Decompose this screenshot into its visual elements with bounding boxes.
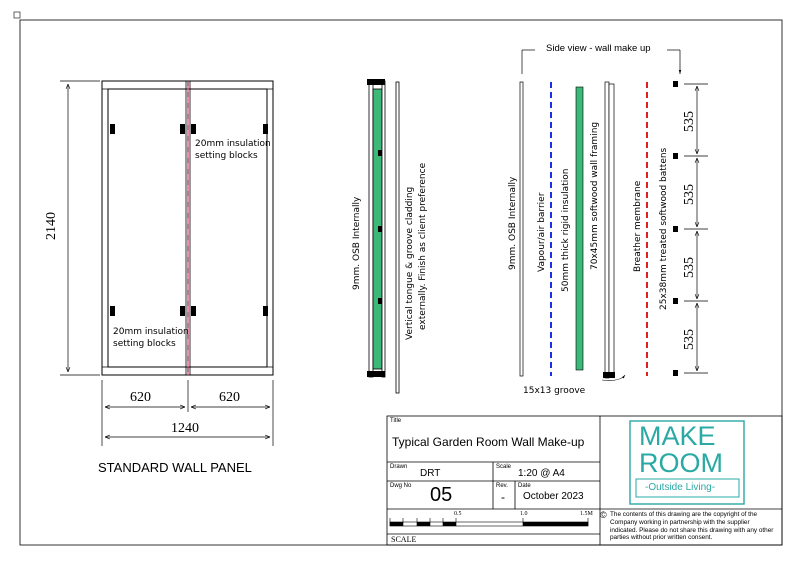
membrane-label: Breather membrane: [633, 180, 643, 272]
section-cladding-label-1: Vertical tongue & groove cladding: [405, 186, 415, 340]
battens-label: 25x38mm treated softwood battens: [659, 147, 669, 310]
framing-label: 70x45mm softwood wall framing: [590, 121, 600, 270]
copyright-symbol: ©: [600, 510, 607, 520]
drawing-title: Typical Garden Room Wall Make-up: [392, 435, 585, 449]
spacing-dim-3: 535: [682, 257, 697, 278]
panel-dimensions: [60, 81, 273, 446]
scale-value: 1:20 @ A4: [518, 468, 565, 479]
scale-caption: Scale: [496, 464, 512, 470]
date-caption: Date: [518, 483, 531, 489]
drawn-by: DRT: [420, 468, 441, 479]
note-top-line1: 20mm insulation: [195, 139, 271, 149]
scale-bar-label: SCALE: [391, 535, 417, 544]
scale-bar: [390, 518, 588, 526]
scale-tick-0-5: 0.5: [454, 511, 462, 517]
drawing-date: October 2023: [523, 491, 584, 502]
spacing-dim-1: 535: [682, 111, 697, 132]
drawn-caption: Drawn: [390, 464, 408, 470]
side-view: [520, 50, 708, 380]
side-view-header: Side view - wall make up: [546, 43, 651, 54]
vapour-barrier-label: Vapour/air barrier: [537, 192, 547, 272]
side-osb-label: 9mm. OSB Internally: [508, 176, 518, 270]
insulation-label: 50mm thick rigid insulation: [561, 168, 571, 292]
logo-tagline: -Outside Living-: [645, 482, 716, 493]
spacing-dim-4: 535: [682, 329, 697, 350]
panel-caption: STANDARD WALL PANEL: [98, 460, 252, 475]
panel-height-dim: 2140: [44, 212, 59, 240]
scale-tick-1-5: 1.5M: [580, 511, 593, 517]
title-caption: Title: [390, 418, 402, 424]
rev-caption: Rev.: [496, 483, 508, 489]
rigid-insulation: [576, 87, 583, 370]
drawing-number: 05: [430, 484, 453, 506]
copyright-notice: The contents of this drawing are the copyright of the Company working in partnership with the supplier indicated. Please do not share this drawing with any other parties without prior written consent.: [610, 511, 774, 542]
section-view: [367, 79, 399, 393]
spacing-dim-2: 535: [682, 184, 697, 205]
dwg-caption: Dwg No: [390, 483, 412, 489]
section-cladding-label-2: externally. Finish as client preference: [418, 162, 428, 330]
note-bottom-line1: 20mm insulation: [113, 327, 189, 337]
logo-make: MAKE: [639, 421, 716, 451]
panel-left-width-dim: 620: [130, 390, 151, 405]
section-osb-label: 9mm. OSB Internally: [352, 196, 362, 290]
scale-tick-1-0: 1.0: [520, 511, 528, 517]
groove-label: 15x13 groove: [523, 386, 586, 396]
note-bottom-line2: setting blocks: [113, 339, 176, 349]
logo-room: ROOM: [639, 448, 723, 478]
panel-right-width-dim: 620: [219, 390, 240, 405]
note-top-line2: setting blocks: [195, 151, 258, 161]
revision: -: [501, 490, 505, 504]
panel-total-width-dim: 1240: [171, 421, 199, 436]
